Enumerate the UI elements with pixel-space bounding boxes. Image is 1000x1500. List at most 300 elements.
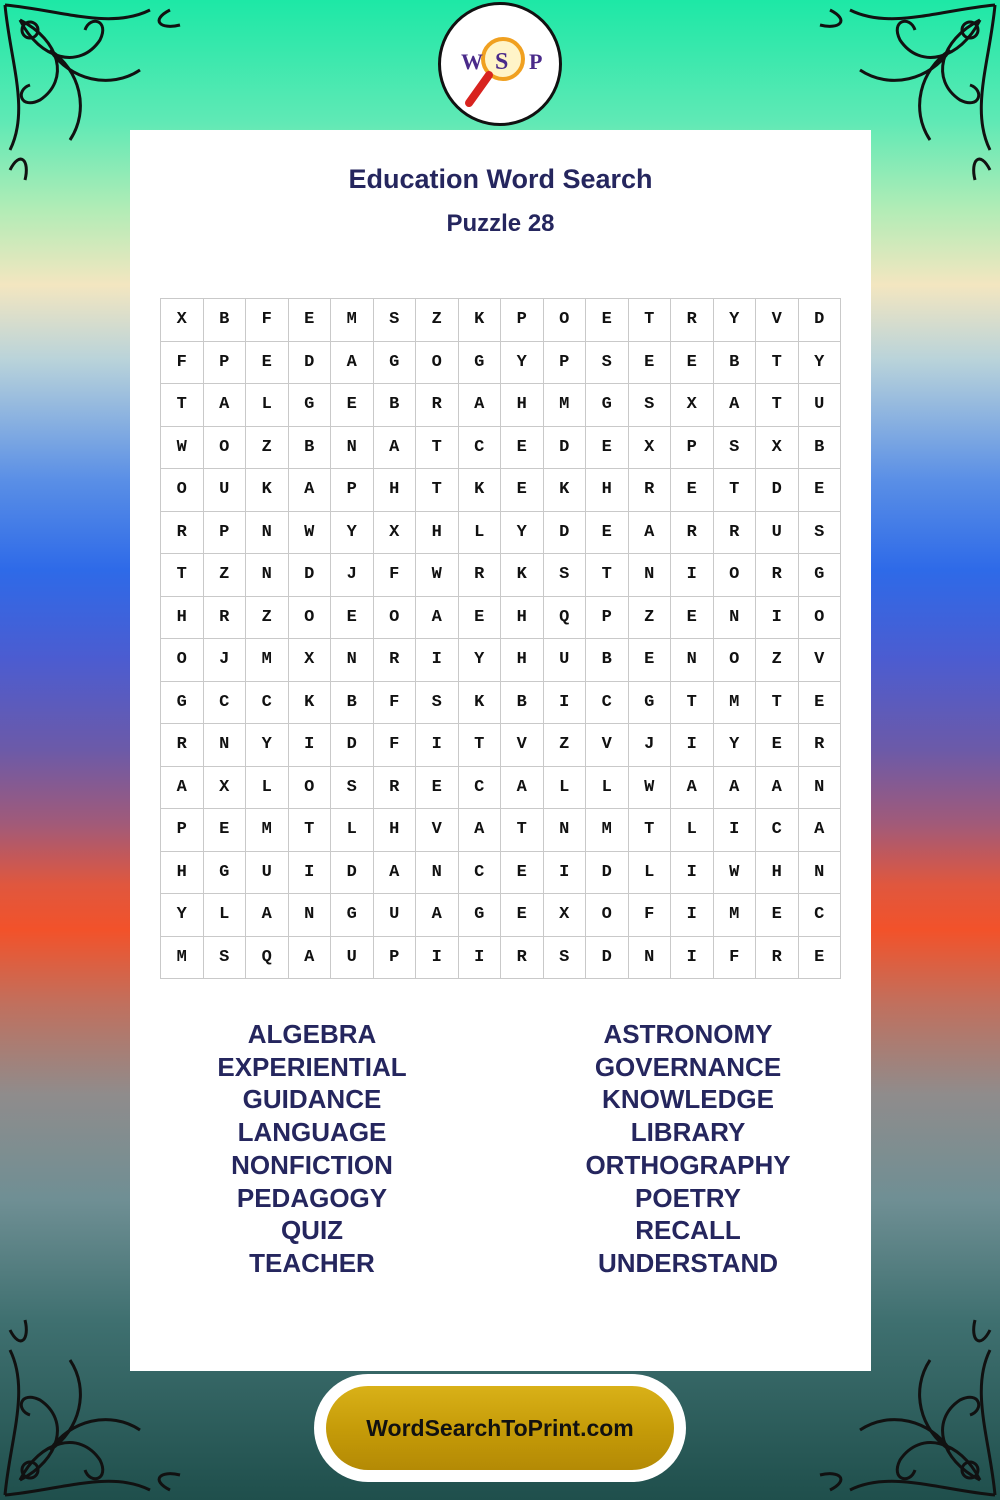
grid-cell[interactable]: E	[458, 596, 501, 639]
website-link[interactable]: WordSearchToPrint.com	[326, 1386, 674, 1470]
grid-cell[interactable]: B	[203, 299, 246, 342]
grid-cell[interactable]: R	[671, 511, 714, 554]
grid-cell[interactable]: S	[543, 936, 586, 979]
grid-cell[interactable]: O	[288, 766, 331, 809]
grid-cell[interactable]: T	[586, 554, 629, 597]
grid-row	[161, 681, 841, 724]
grid-cell[interactable]: E	[798, 469, 841, 512]
grid-cell[interactable]: I	[288, 851, 331, 894]
grid-cell[interactable]: O	[416, 341, 459, 384]
grid-cell[interactable]: S	[713, 426, 756, 469]
grid-row	[161, 511, 841, 554]
grid-cell[interactable]: P	[331, 469, 374, 512]
grid-cell[interactable]: N	[331, 639, 374, 682]
grid-cell[interactable]: P	[501, 299, 544, 342]
grid-cell[interactable]: I	[671, 894, 714, 937]
grid-cell[interactable]: H	[501, 384, 544, 427]
grid-cell[interactable]: C	[203, 681, 246, 724]
grid-cell[interactable]: R	[161, 511, 204, 554]
grid-cell[interactable]: M	[713, 894, 756, 937]
grid-cell[interactable]: H	[373, 809, 416, 852]
word-item: ASTRONOMY	[603, 1019, 773, 1049]
grid-cell[interactable]: A	[713, 384, 756, 427]
grid-cell[interactable]: C	[246, 681, 289, 724]
grid-cell[interactable]: N	[671, 639, 714, 682]
grid-cell[interactable]: D	[543, 511, 586, 554]
grid-cell[interactable]: B	[288, 426, 331, 469]
grid-cell[interactable]: R	[501, 936, 544, 979]
grid-cell[interactable]: C	[756, 809, 799, 852]
grid-row	[161, 469, 841, 512]
grid-cell[interactable]: F	[628, 894, 671, 937]
grid-row	[161, 639, 841, 682]
grid-cell[interactable]: T	[628, 299, 671, 342]
grid-cell[interactable]: G	[288, 384, 331, 427]
grid-cell[interactable]: C	[586, 681, 629, 724]
grid-cell[interactable]: X	[543, 894, 586, 937]
grid-cell[interactable]: N	[416, 851, 459, 894]
grid-cell[interactable]: T	[756, 681, 799, 724]
grid-cell[interactable]: Y	[331, 511, 374, 554]
grid-cell[interactable]: F	[713, 936, 756, 979]
grid-cell[interactable]: P	[671, 426, 714, 469]
word-list-right	[538, 1018, 838, 1280]
grid-cell[interactable]: E	[671, 341, 714, 384]
grid-cell[interactable]: T	[161, 384, 204, 427]
grid-cell[interactable]: U	[246, 851, 289, 894]
grid-cell[interactable]: E	[501, 469, 544, 512]
grid-cell[interactable]: E	[586, 426, 629, 469]
grid-cell[interactable]: B	[501, 681, 544, 724]
grid-cell[interactable]: E	[331, 384, 374, 427]
grid-cell[interactable]: E	[586, 511, 629, 554]
grid-cell[interactable]: S	[628, 384, 671, 427]
grid-cell[interactable]: L	[586, 766, 629, 809]
grid-cell[interactable]: Z	[756, 639, 799, 682]
grid-cell[interactable]: E	[246, 341, 289, 384]
grid-cell[interactable]: Q	[246, 936, 289, 979]
puzzle-number: Puzzle 28	[446, 210, 555, 237]
grid-cell[interactable]: R	[756, 936, 799, 979]
grid-cell[interactable]: E	[798, 681, 841, 724]
grid-cell[interactable]: L	[458, 511, 501, 554]
grid-cell[interactable]: L	[331, 809, 374, 852]
grid-cell[interactable]: O	[373, 596, 416, 639]
word-item: QUIZ	[280, 1215, 344, 1246]
grid-cell[interactable]: R	[416, 384, 459, 427]
grid-cell[interactable]: X	[161, 299, 204, 342]
letter-grid	[160, 298, 841, 979]
grid-cell[interactable]: X	[288, 639, 331, 682]
grid-cell[interactable]: V	[501, 724, 544, 767]
word-item: ALGEBRA	[247, 1019, 377, 1049]
grid-cell[interactable]: G	[458, 341, 501, 384]
word-item: EXPERIENTIAL	[217, 1051, 407, 1082]
grid-cell[interactable]: M	[246, 639, 289, 682]
word-item: LANGUAGE	[237, 1117, 387, 1148]
grid-cell[interactable]: D	[756, 469, 799, 512]
grid-cell[interactable]: E	[628, 341, 671, 384]
grid-cell[interactable]: X	[373, 511, 416, 554]
grid-cell[interactable]: O	[586, 894, 629, 937]
puzzle-title: Education Word Search	[348, 164, 653, 194]
grid-cell[interactable]: A	[373, 851, 416, 894]
word-item: ORTHOGRAPHY	[585, 1149, 791, 1180]
grid-cell[interactable]: N	[713, 596, 756, 639]
grid-cell[interactable]: A	[331, 341, 374, 384]
grid-cell[interactable]: N	[628, 936, 671, 979]
grid-cell[interactable]: G	[628, 681, 671, 724]
grid-cell[interactable]: P	[203, 511, 246, 554]
grid-cell[interactable]: F	[246, 299, 289, 342]
grid-cell[interactable]: A	[756, 766, 799, 809]
grid-cell[interactable]: K	[246, 469, 289, 512]
grid-cell[interactable]: A	[416, 596, 459, 639]
grid-cell[interactable]: B	[586, 639, 629, 682]
grid-cell[interactable]: A	[161, 766, 204, 809]
grid-cell[interactable]: J	[331, 554, 374, 597]
grid-cell[interactable]: S	[586, 341, 629, 384]
grid-cell[interactable]: N	[628, 554, 671, 597]
grid-cell[interactable]: I	[671, 554, 714, 597]
grid-cell[interactable]: W	[628, 766, 671, 809]
grid-cell[interactable]: O	[288, 596, 331, 639]
grid-cell[interactable]: R	[671, 299, 714, 342]
grid-cell[interactable]: K	[543, 469, 586, 512]
grid-cell[interactable]: T	[756, 341, 799, 384]
grid-cell[interactable]: D	[288, 554, 331, 597]
grid-cell[interactable]: L	[628, 851, 671, 894]
grid-cell[interactable]: T	[671, 681, 714, 724]
grid-cell[interactable]: Q	[543, 596, 586, 639]
grid-row	[161, 766, 841, 809]
grid-cell[interactable]: N	[798, 851, 841, 894]
grid-cell[interactable]: U	[373, 894, 416, 937]
grid-cell[interactable]: Y	[501, 511, 544, 554]
grid-cell[interactable]: V	[798, 639, 841, 682]
grid-cell[interactable]: T	[501, 809, 544, 852]
grid-row	[161, 894, 841, 937]
website-badge[interactable]	[314, 1374, 686, 1482]
grid-cell[interactable]: K	[458, 469, 501, 512]
grid-cell[interactable]: D	[586, 851, 629, 894]
grid-cell[interactable]: H	[161, 851, 204, 894]
grid-cell[interactable]: K	[458, 681, 501, 724]
grid-cell[interactable]: W	[416, 554, 459, 597]
grid-cell[interactable]: S	[416, 681, 459, 724]
grid-cell[interactable]: C	[458, 426, 501, 469]
grid-cell[interactable]: Y	[713, 724, 756, 767]
grid-cell[interactable]: X	[671, 384, 714, 427]
word-item: UNDERSTAND	[597, 1247, 779, 1278]
grid-cell[interactable]: T	[628, 809, 671, 852]
grid-cell[interactable]: B	[331, 681, 374, 724]
grid-cell[interactable]: K	[288, 681, 331, 724]
grid-row	[161, 851, 841, 894]
grid-cell[interactable]: E	[628, 639, 671, 682]
grid-cell[interactable]: L	[543, 766, 586, 809]
grid-cell[interactable]: L	[246, 766, 289, 809]
grid-cell[interactable]: Y	[458, 639, 501, 682]
grid-cell[interactable]: I	[756, 596, 799, 639]
grid-cell[interactable]: O	[798, 596, 841, 639]
logo-letter-s: S	[495, 49, 509, 75]
grid-cell[interactable]: C	[458, 766, 501, 809]
grid-cell[interactable]: A	[671, 766, 714, 809]
grid-cell[interactable]: I	[671, 851, 714, 894]
grid-cell[interactable]: U	[543, 639, 586, 682]
grid-cell[interactable]: O	[543, 299, 586, 342]
word-item: TEACHER	[249, 1247, 375, 1278]
grid-cell[interactable]: A	[798, 809, 841, 852]
grid-cell[interactable]: R	[628, 469, 671, 512]
grid-row	[161, 341, 841, 384]
grid-cell[interactable]: I	[416, 724, 459, 767]
grid-cell[interactable]: T	[288, 809, 331, 852]
grid-cell[interactable]: N	[246, 554, 289, 597]
grid-cell[interactable]: R	[161, 724, 204, 767]
grid-cell[interactable]: D	[586, 936, 629, 979]
grid-cell[interactable]: U	[798, 384, 841, 427]
grid-cell[interactable]: S	[373, 299, 416, 342]
grid-cell[interactable]: A	[628, 511, 671, 554]
grid-cell[interactable]: H	[501, 639, 544, 682]
grid-cell[interactable]: H	[586, 469, 629, 512]
grid-cell[interactable]: T	[458, 724, 501, 767]
word-item: PEDAGOGY	[236, 1182, 388, 1213]
grid-cell[interactable]: A	[288, 936, 331, 979]
grid-cell[interactable]: A	[713, 766, 756, 809]
grid-cell[interactable]: H	[161, 596, 204, 639]
grid-cell[interactable]: G	[798, 554, 841, 597]
grid-cell[interactable]: Z	[628, 596, 671, 639]
grid-cell[interactable]: R	[203, 596, 246, 639]
grid-cell[interactable]: H	[416, 511, 459, 554]
wsp-logo	[438, 2, 562, 126]
grid-cell[interactable]: I	[416, 639, 459, 682]
logo-letter-w: W	[461, 49, 483, 74]
grid-cell[interactable]: F	[373, 724, 416, 767]
grid-cell[interactable]: R	[373, 639, 416, 682]
grid-cell[interactable]: Y	[246, 724, 289, 767]
grid-cell[interactable]: G	[586, 384, 629, 427]
grid-cell[interactable]: K	[501, 554, 544, 597]
grid-cell[interactable]: A	[501, 766, 544, 809]
grid-cell[interactable]: Y	[713, 299, 756, 342]
grid-cell[interactable]: A	[288, 469, 331, 512]
grid-row	[161, 936, 841, 979]
grid-cell[interactable]: L	[246, 384, 289, 427]
grid-cell[interactable]: E	[756, 894, 799, 937]
grid-cell[interactable]: O	[161, 639, 204, 682]
grid-row	[161, 596, 841, 639]
grid-cell[interactable]: I	[671, 724, 714, 767]
grid-cell[interactable]: T	[161, 554, 204, 597]
grid-cell[interactable]: J	[203, 639, 246, 682]
grid-cell[interactable]: E	[501, 426, 544, 469]
grid-cell[interactable]: V	[756, 299, 799, 342]
grid-cell[interactable]: S	[543, 554, 586, 597]
grid-cell[interactable]: E	[798, 936, 841, 979]
grid-cell[interactable]: E	[416, 766, 459, 809]
puzzle-sheet	[130, 130, 871, 1371]
grid-cell[interactable]: R	[756, 554, 799, 597]
grid-cell[interactable]: M	[331, 299, 374, 342]
grid-cell[interactable]: Y	[798, 341, 841, 384]
grid-cell[interactable]: M	[586, 809, 629, 852]
grid-cell[interactable]: K	[458, 299, 501, 342]
grid-cell[interactable]: B	[373, 384, 416, 427]
grid-cell[interactable]: Z	[246, 426, 289, 469]
grid-cell[interactable]: A	[458, 809, 501, 852]
logo-letter-p: P	[529, 49, 543, 74]
grid-cell[interactable]: G	[373, 341, 416, 384]
word-item: KNOWLEDGE	[602, 1084, 774, 1115]
grid-cell[interactable]: M	[713, 681, 756, 724]
grid-cell[interactable]: N	[246, 511, 289, 554]
grid-cell[interactable]: R	[458, 554, 501, 597]
grid-cell[interactable]: I	[713, 809, 756, 852]
grid-cell[interactable]: I	[543, 851, 586, 894]
grid-cell[interactable]: U	[756, 511, 799, 554]
grid-cell[interactable]: E	[671, 596, 714, 639]
word-item: GUIDANCE	[242, 1084, 382, 1115]
grid-cell[interactable]: D	[543, 426, 586, 469]
grid-cell[interactable]: C	[798, 894, 841, 937]
grid-cell[interactable]: G	[458, 894, 501, 937]
grid-cell[interactable]: T	[416, 469, 459, 512]
grid-cell[interactable]: T	[416, 426, 459, 469]
grid-cell[interactable]: O	[713, 639, 756, 682]
grid-cell[interactable]: P	[203, 341, 246, 384]
grid-cell[interactable]: U	[203, 469, 246, 512]
grid-cell[interactable]: M	[161, 936, 204, 979]
grid-row	[161, 426, 841, 469]
grid-cell[interactable]: H	[501, 596, 544, 639]
grid-cell[interactable]: P	[373, 936, 416, 979]
grid-cell[interactable]: F	[373, 681, 416, 724]
grid-cell[interactable]: N	[543, 809, 586, 852]
grid-cell[interactable]: I	[288, 724, 331, 767]
grid-cell[interactable]: R	[713, 511, 756, 554]
grid-cell[interactable]: M	[246, 809, 289, 852]
grid-cell[interactable]: Z	[246, 596, 289, 639]
grid-cell[interactable]: E	[203, 809, 246, 852]
grid-cell[interactable]: B	[798, 426, 841, 469]
grid-cell[interactable]: I	[416, 936, 459, 979]
grid-cell[interactable]: I	[671, 936, 714, 979]
grid-cell[interactable]: E	[501, 894, 544, 937]
grid-row	[161, 809, 841, 852]
grid-row	[161, 384, 841, 427]
grid-cell[interactable]: T	[756, 384, 799, 427]
grid-cell[interactable]: D	[798, 299, 841, 342]
grid-cell[interactable]: X	[756, 426, 799, 469]
word-item: POETRY	[635, 1182, 741, 1213]
grid-cell[interactable]: L	[671, 809, 714, 852]
word-list-left	[162, 1018, 462, 1280]
grid-cell[interactable]: Z	[543, 724, 586, 767]
grid-cell[interactable]: E	[331, 596, 374, 639]
grid-cell[interactable]: M	[543, 384, 586, 427]
grid-cell[interactable]: E	[756, 724, 799, 767]
grid-cell[interactable]: E	[501, 851, 544, 894]
grid-cell[interactable]: A	[246, 894, 289, 937]
grid-row	[161, 724, 841, 767]
grid-cell[interactable]: V	[586, 724, 629, 767]
grid-cell[interactable]: N	[203, 724, 246, 767]
grid-cell[interactable]: A	[458, 384, 501, 427]
grid-cell[interactable]: Z	[203, 554, 246, 597]
grid-row	[161, 554, 841, 597]
grid-cell[interactable]: X	[203, 766, 246, 809]
grid-cell[interactable]: D	[331, 851, 374, 894]
grid-cell[interactable]: A	[373, 426, 416, 469]
grid-cell[interactable]: I	[543, 681, 586, 724]
grid-cell[interactable]: U	[331, 936, 374, 979]
grid-cell[interactable]: D	[288, 341, 331, 384]
word-item: NONFICTION	[231, 1149, 393, 1180]
grid-cell[interactable]: Y	[501, 341, 544, 384]
grid-cell[interactable]: X	[628, 426, 671, 469]
grid-cell[interactable]: H	[756, 851, 799, 894]
grid-cell[interactable]: R	[373, 766, 416, 809]
grid-cell[interactable]: S	[798, 511, 841, 554]
grid-cell[interactable]: P	[161, 809, 204, 852]
grid-cell[interactable]: Y	[161, 894, 204, 937]
grid-cell[interactable]: E	[671, 469, 714, 512]
grid-cell[interactable]: G	[203, 851, 246, 894]
grid-cell[interactable]: G	[331, 894, 374, 937]
grid-cell[interactable]: W	[161, 426, 204, 469]
grid-cell[interactable]: I	[458, 936, 501, 979]
grid-cell[interactable]: Z	[416, 299, 459, 342]
word-item: LIBRARY	[630, 1117, 746, 1148]
grid-cell[interactable]: L	[203, 894, 246, 937]
grid-cell[interactable]: A	[416, 894, 459, 937]
word-item: GOVERNANCE	[594, 1051, 782, 1082]
word-item: RECALL	[635, 1215, 741, 1246]
grid-cell[interactable]: G	[161, 681, 204, 724]
grid-cell[interactable]: P	[543, 341, 586, 384]
grid-cell[interactable]: E	[586, 299, 629, 342]
grid-cell[interactable]: A	[203, 384, 246, 427]
grid-cell[interactable]: F	[373, 554, 416, 597]
grid-cell[interactable]: S	[203, 936, 246, 979]
grid-cell[interactable]: N	[798, 766, 841, 809]
grid-cell[interactable]: B	[713, 341, 756, 384]
grid-cell[interactable]: C	[458, 851, 501, 894]
grid-cell[interactable]: F	[161, 341, 204, 384]
grid-cell[interactable]: O	[161, 469, 204, 512]
grid-cell[interactable]: O	[203, 426, 246, 469]
grid-cell[interactable]: R	[798, 724, 841, 767]
grid-cell[interactable]: T	[713, 469, 756, 512]
grid-cell[interactable]: P	[586, 596, 629, 639]
grid-cell[interactable]: S	[331, 766, 374, 809]
grid-cell[interactable]: J	[628, 724, 671, 767]
grid-cell[interactable]: W	[288, 511, 331, 554]
grid-cell[interactable]: W	[713, 851, 756, 894]
grid-cell[interactable]: O	[713, 554, 756, 597]
grid-cell[interactable]: E	[288, 299, 331, 342]
grid-cell[interactable]: V	[416, 809, 459, 852]
grid-cell[interactable]: N	[331, 426, 374, 469]
grid-cell[interactable]: H	[373, 469, 416, 512]
grid-cell[interactable]: N	[288, 894, 331, 937]
grid-row	[161, 299, 841, 342]
grid-cell[interactable]: D	[331, 724, 374, 767]
